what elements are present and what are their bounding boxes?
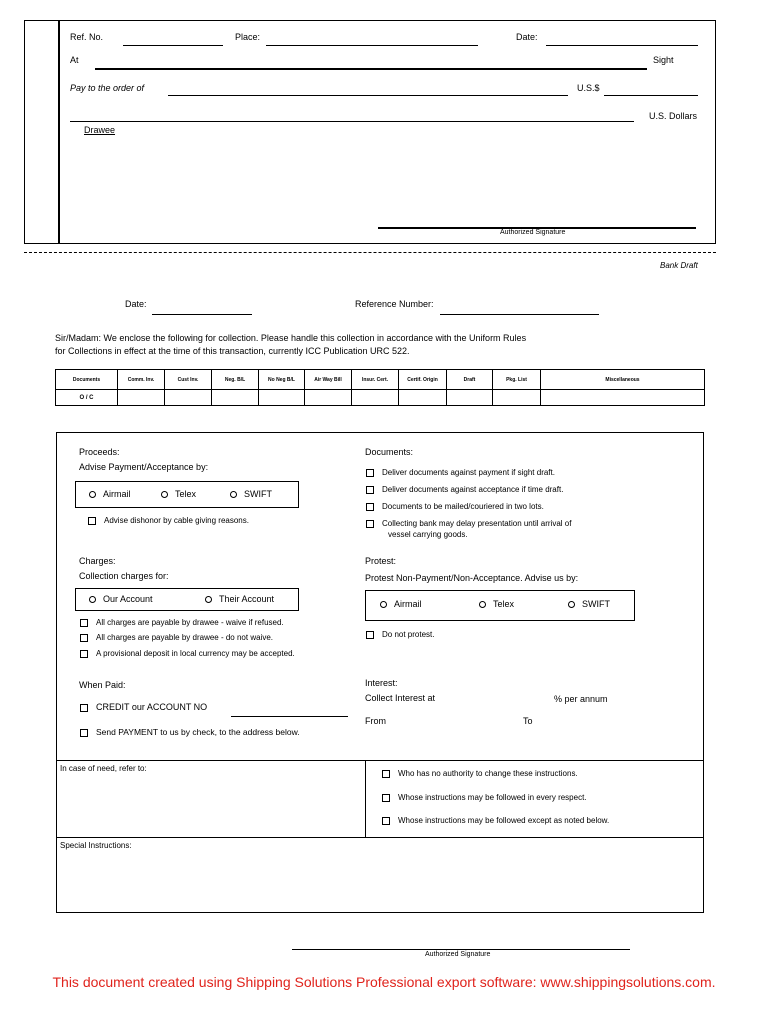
at-field[interactable] xyxy=(95,68,647,70)
radio-icon xyxy=(479,601,486,608)
header-documents: Documents xyxy=(56,370,118,390)
need-check-except-noted[interactable]: Whose instructions may be followed except as noted below. xyxy=(382,816,609,825)
draft-signature-label: Authorized Signature xyxy=(500,229,566,236)
header-comm-inv: Comm. Inv. xyxy=(118,370,165,390)
header-miscellaneous: Miscellaneous xyxy=(541,370,705,390)
checkbox-icon xyxy=(366,631,374,639)
intro-line-2: for Collections in effect at the time of this transaction, currently ICC Publication URC 522. xyxy=(55,346,410,356)
checkbox-icon xyxy=(88,517,96,525)
documents-table xyxy=(55,369,705,406)
at-label: At xyxy=(70,55,79,65)
checkbox-icon xyxy=(366,486,374,494)
checkbox-icon xyxy=(366,503,374,511)
need-check-no-authority[interactable]: Who has no authority to change these instructions. xyxy=(382,769,578,778)
radio-icon xyxy=(89,491,96,498)
advise-airmail-option[interactable]: Airmail xyxy=(89,489,131,499)
reference-number-label: Reference Number: xyxy=(355,299,434,309)
oc-draft-cell[interactable] xyxy=(447,390,493,406)
oc-no-neg-bl-cell[interactable] xyxy=(259,390,305,406)
oc-insur-cert-cell[interactable] xyxy=(352,390,399,406)
checkbox-icon xyxy=(80,634,88,642)
our-account-option[interactable]: Our Account xyxy=(89,594,153,604)
collection-charges-label: Collection charges for: xyxy=(79,571,169,581)
usd-amount-field[interactable] xyxy=(604,95,698,96)
header-certif-origin: Certif. Origin xyxy=(399,370,447,390)
checkbox-icon xyxy=(80,619,88,627)
letter-date-field[interactable] xyxy=(152,314,252,315)
drawee-label: Drawee xyxy=(84,125,116,135)
bottom-signature-label: Authorized Signature xyxy=(425,951,491,958)
header-air-way-bill: Air Way Bill xyxy=(305,370,352,390)
radio-icon xyxy=(205,596,212,603)
amount-words-field[interactable] xyxy=(70,121,634,122)
interest-heading: Interest: xyxy=(365,678,398,688)
header-insur-cert: Insur. Cert. xyxy=(352,370,399,390)
from-label: From xyxy=(365,716,386,726)
protest-telex-option[interactable]: Telex xyxy=(479,599,514,609)
us-dollars-label: U.S. Dollars xyxy=(649,111,698,121)
special-instructions-field[interactable] xyxy=(57,852,703,912)
ref-no-label: Ref. No. xyxy=(70,32,104,42)
do-not-protest-check[interactable]: Do not protest. xyxy=(366,630,434,639)
collect-interest-label: Collect Interest at xyxy=(365,693,436,703)
document-check-delay-cont: vessel carrying goods. xyxy=(388,530,468,539)
protest-swift-option[interactable]: SWIFT xyxy=(568,599,610,609)
proceeds-heading: Proceeds: xyxy=(79,447,120,457)
oc-label: O / C xyxy=(56,390,118,406)
checkbox-icon xyxy=(382,794,390,802)
reference-number-field[interactable] xyxy=(440,314,599,315)
pay-to-field[interactable] xyxy=(168,95,568,96)
protest-airmail-option[interactable]: Airmail xyxy=(380,599,422,609)
radio-icon xyxy=(380,601,387,608)
special-instructions-label: Special Instructions: xyxy=(60,841,132,850)
documents-header-row xyxy=(56,370,705,390)
documents-heading: Documents: xyxy=(365,447,414,457)
document-check-payment[interactable]: Deliver documents against payment if sight draft. xyxy=(366,468,555,477)
sight-label: Sight xyxy=(653,55,674,65)
advise-dishonor-check[interactable]: Advise dishonor by cable giving reasons. xyxy=(88,516,249,525)
to-label: To xyxy=(523,716,533,726)
header-cust-inv: Cust Inv. xyxy=(165,370,212,390)
usd-symbol-label: U.S.$ xyxy=(577,83,600,93)
case-of-need-column-divider xyxy=(365,760,366,837)
oc-air-way-bill-cell[interactable] xyxy=(305,390,352,406)
place-field[interactable] xyxy=(266,45,478,46)
letter-date-label: Date: xyxy=(125,299,147,309)
bottom-signature-line[interactable] xyxy=(292,949,630,950)
pay-to-label: Pay to the order of xyxy=(70,83,145,93)
radio-icon xyxy=(89,596,96,603)
header-neg-bl: Neg. B/L xyxy=(212,370,259,390)
charge-check-waive[interactable]: All charges are payable by drawee - waive if refused. xyxy=(80,618,284,627)
documents-oc-row xyxy=(56,390,705,406)
header-pkg-list: Pkg. List xyxy=(493,370,541,390)
document-check-two-lots[interactable]: Documents to be mailed/couriered in two lots. xyxy=(366,502,544,511)
case-of-need-label: In case of need, refer to: xyxy=(60,764,147,773)
promo-footer: This document created using Shipping Solutions Professional export software: www.shippingsolutions.com. xyxy=(52,974,716,990)
credit-account-check[interactable]: CREDIT our ACCOUNT NO xyxy=(80,702,207,712)
checkbox-icon xyxy=(80,650,88,658)
charge-check-deposit[interactable]: A provisional deposit in local currency may be accepted. xyxy=(80,649,295,658)
checkbox-icon xyxy=(80,729,88,737)
checkbox-icon xyxy=(382,817,390,825)
checkbox-icon xyxy=(366,469,374,477)
draft-divider xyxy=(58,20,60,244)
need-check-every-respect[interactable]: Whose instructions may be followed in every respect. xyxy=(382,793,587,802)
header-draft: Draft xyxy=(447,370,493,390)
oc-miscellaneous-cell[interactable] xyxy=(541,390,705,406)
document-check-delay[interactable]: Collecting bank may delay presentation until arrival of xyxy=(366,519,571,528)
special-instructions-divider xyxy=(56,837,704,838)
oc-pkg-list-cell[interactable] xyxy=(493,390,541,406)
oc-neg-bl-cell[interactable] xyxy=(212,390,259,406)
radio-icon xyxy=(568,601,575,608)
when-paid-heading: When Paid: xyxy=(79,680,126,690)
checkbox-icon xyxy=(80,704,88,712)
case-of-need-divider xyxy=(56,760,704,761)
document-check-acceptance[interactable]: Deliver documents against acceptance if time draft. xyxy=(366,485,563,494)
their-account-option[interactable]: Their Account xyxy=(205,594,274,604)
charges-heading: Charges: xyxy=(79,556,116,566)
charge-check-no-waive[interactable]: All charges are payable by drawee - do not waive. xyxy=(80,633,273,642)
perforation-line xyxy=(24,252,716,253)
per-annum-label: % per annum xyxy=(554,694,608,704)
checkbox-icon xyxy=(382,770,390,778)
bank-draft-label: Bank Draft xyxy=(660,261,698,270)
date-field[interactable] xyxy=(546,45,698,46)
radio-icon xyxy=(230,491,237,498)
protest-label: Protest Non-Payment/Non-Acceptance. Advise us by: xyxy=(365,573,579,583)
advise-swift-option[interactable]: SWIFT xyxy=(230,489,272,499)
oc-certif-origin-cell[interactable] xyxy=(399,390,447,406)
draft-outer-box xyxy=(24,20,716,244)
place-label: Place: xyxy=(235,32,261,42)
account-no-field[interactable] xyxy=(231,716,348,717)
checkbox-icon xyxy=(366,520,374,528)
advise-label: Advise Payment/Acceptance by: xyxy=(79,462,209,472)
intro-line-1: Sir/Madam: We enclose the following for collection. Please handle this collection in accordance with the Uniform Rules xyxy=(55,333,527,343)
radio-icon xyxy=(161,491,168,498)
send-payment-check[interactable]: Send PAYMENT to us by check, to the address below. xyxy=(80,727,300,737)
advise-telex-option[interactable]: Telex xyxy=(161,489,196,499)
date-label: Date: xyxy=(516,32,538,42)
ref-no-field[interactable] xyxy=(123,45,223,46)
oc-comm-inv-cell[interactable] xyxy=(118,390,165,406)
oc-cust-inv-cell[interactable] xyxy=(165,390,212,406)
header-no-neg-bl: No Neg B/L xyxy=(259,370,305,390)
protest-heading: Protest: xyxy=(365,556,397,566)
